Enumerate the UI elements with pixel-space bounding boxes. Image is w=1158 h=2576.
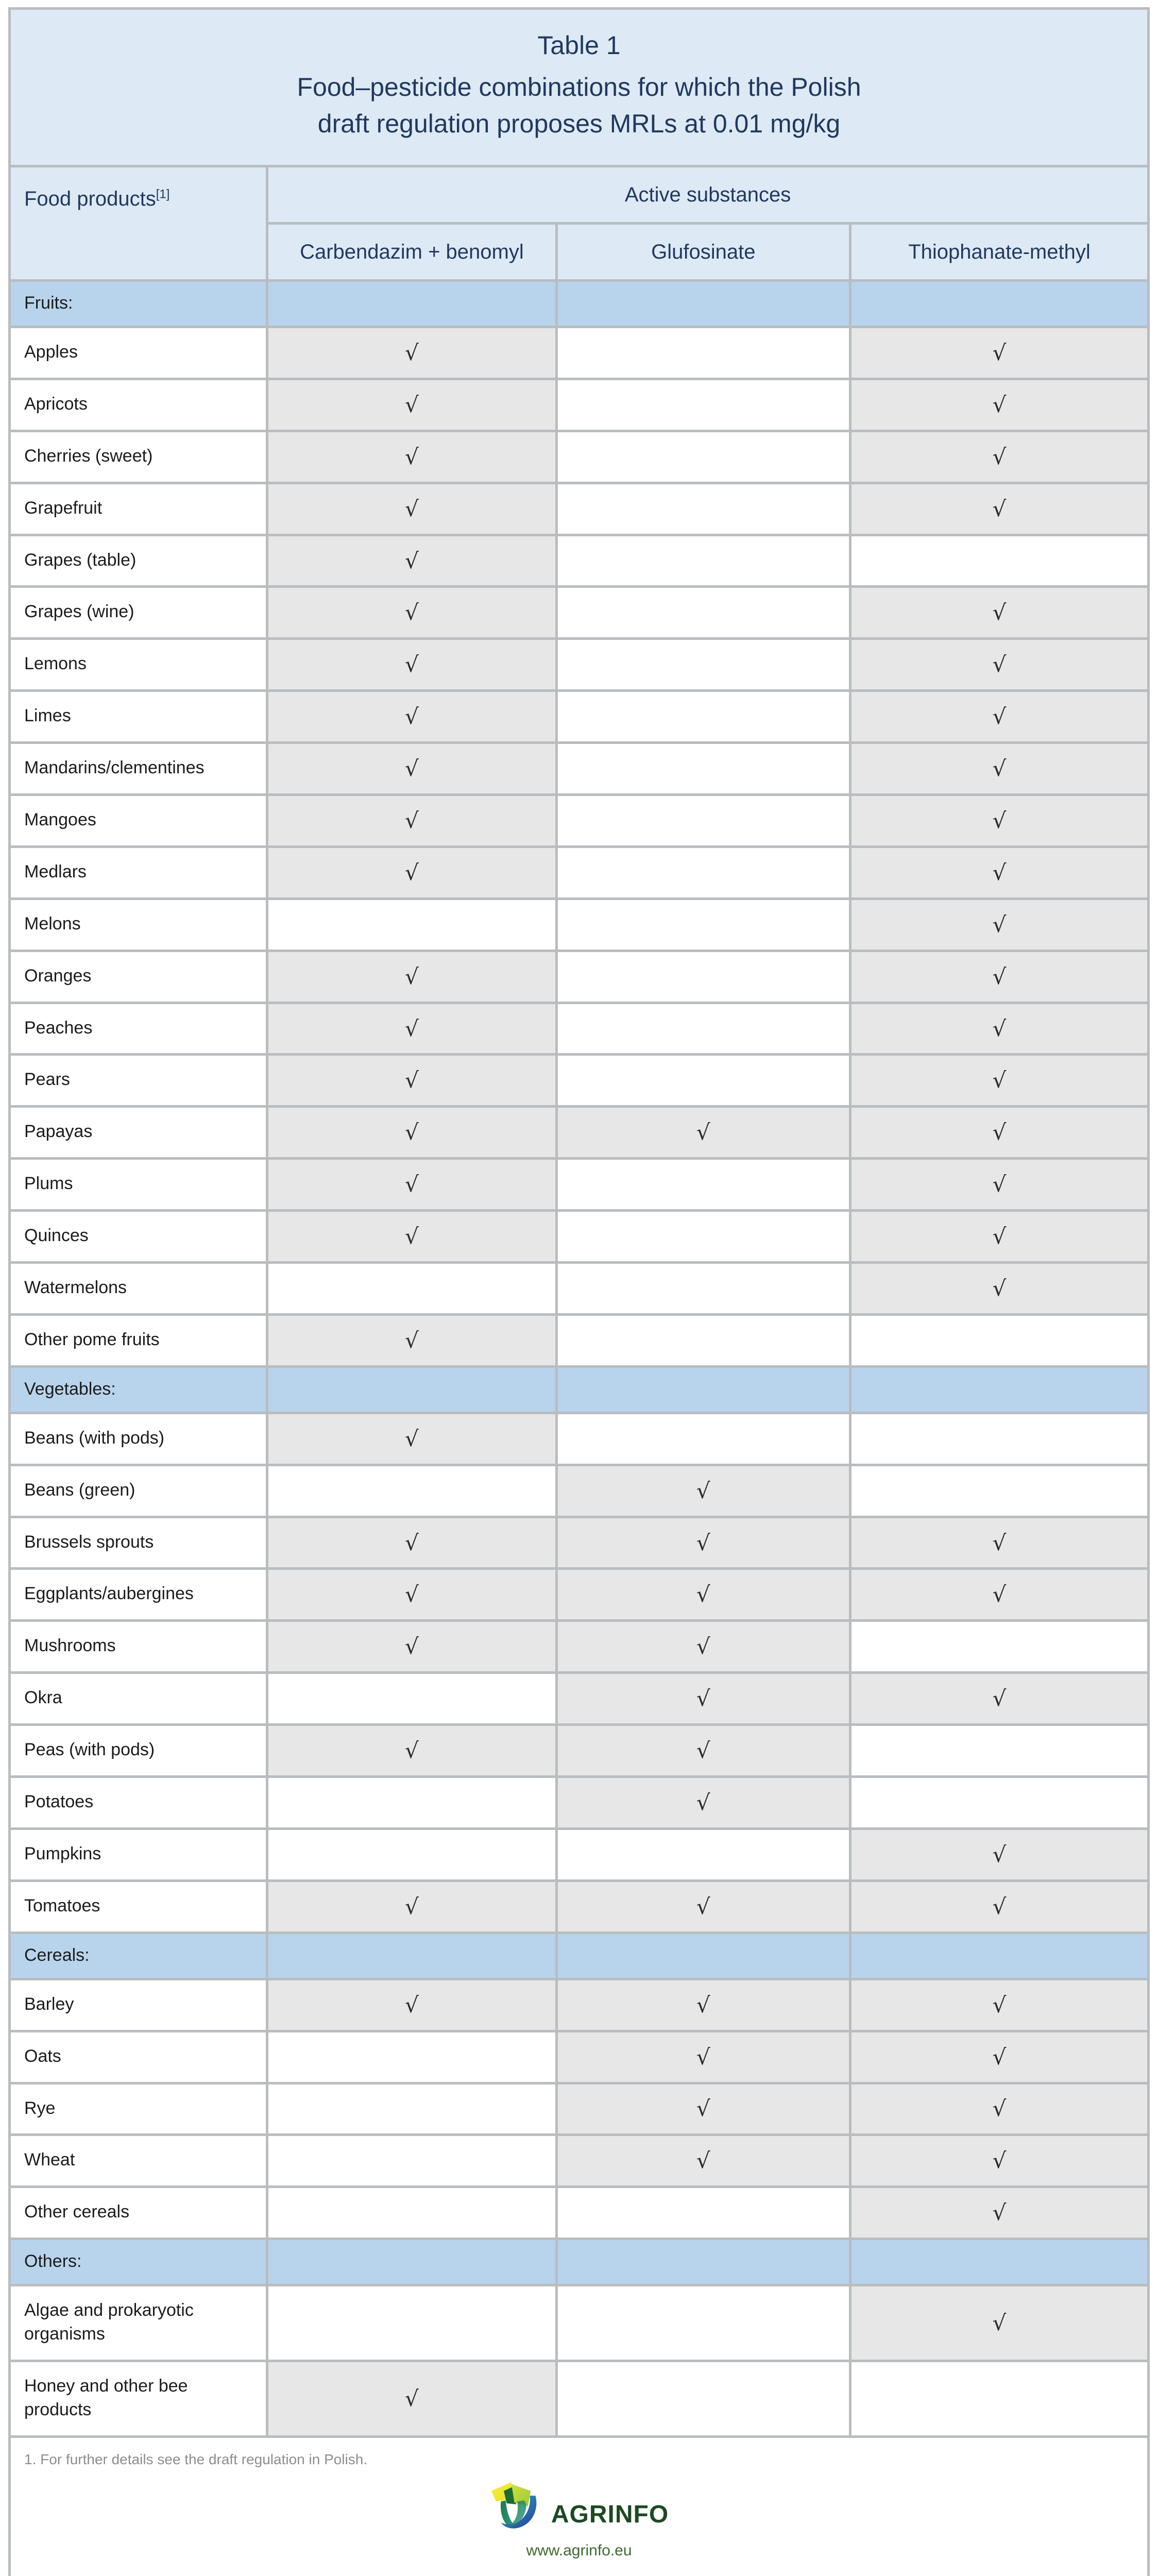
check-icon: √ xyxy=(405,392,419,417)
row-label: Eggplants/aubergines xyxy=(11,1570,266,1619)
table-row xyxy=(11,1212,1147,1261)
row-label: Peaches xyxy=(11,1004,266,1054)
mark-cell[interactable] xyxy=(558,2188,849,2238)
check-icon: √ xyxy=(992,1992,1007,2018)
mark-cell[interactable] xyxy=(268,1414,555,1464)
check-icon: √ xyxy=(696,2148,710,2174)
footnote-marker: [1] xyxy=(156,187,170,201)
check-icon: √ xyxy=(405,1120,419,1145)
table-row xyxy=(11,1778,1147,1827)
row-label: Cherries (sweet) xyxy=(11,432,266,482)
header-row-top xyxy=(11,167,1147,222)
table-row xyxy=(11,432,1147,482)
check-icon: √ xyxy=(405,1015,419,1041)
mark-cell[interactable] xyxy=(268,1264,555,1313)
table-row xyxy=(11,1980,1147,2030)
check-icon: √ xyxy=(405,1893,419,1919)
check-icon: √ xyxy=(405,2385,419,2411)
mark-cell[interactable] xyxy=(558,1160,849,1209)
row-label: Watermelons xyxy=(11,1264,266,1313)
mark-cell[interactable] xyxy=(268,640,555,689)
table-row xyxy=(11,692,1147,741)
table-row xyxy=(11,848,1147,897)
table-row xyxy=(11,1004,1147,1054)
mark-cell[interactable] xyxy=(852,588,1147,637)
row-label: Okra xyxy=(11,1674,266,1723)
row-label: Grapes (wine) xyxy=(11,588,266,637)
row-label: Barley xyxy=(11,1980,266,2030)
check-icon: √ xyxy=(992,704,1007,730)
mark-cell[interactable] xyxy=(852,1980,1147,2030)
table-title xyxy=(11,10,1147,165)
table-row xyxy=(11,1466,1147,1516)
check-icon: √ xyxy=(405,807,419,833)
check-icon: √ xyxy=(992,1582,1007,1607)
mark-cell[interactable] xyxy=(852,1108,1147,1157)
mark-cell[interactable] xyxy=(852,328,1147,378)
mark-cell[interactable] xyxy=(558,1212,849,1261)
mark-cell[interactable] xyxy=(558,588,849,637)
mrl-table xyxy=(8,7,1150,2576)
check-icon: √ xyxy=(992,1530,1007,1555)
check-icon: √ xyxy=(405,548,419,573)
mark-cell[interactable] xyxy=(268,1108,555,1157)
row-label: Papayas xyxy=(11,1108,266,1157)
mark-cell[interactable] xyxy=(852,536,1147,586)
check-icon: √ xyxy=(992,807,1007,833)
table-row xyxy=(11,900,1147,950)
mark-cell[interactable] xyxy=(852,900,1147,950)
mark-cell[interactable] xyxy=(852,2188,1147,2238)
check-icon: √ xyxy=(992,444,1007,469)
header-food-products-label: Food products xyxy=(24,188,156,210)
mark-cell[interactable] xyxy=(558,1056,849,1105)
row-label: Apricots xyxy=(11,380,266,430)
mark-cell[interactable] xyxy=(558,848,849,897)
mark-cell[interactable] xyxy=(558,1466,849,1516)
table-row xyxy=(11,1414,1147,1464)
mark-cell[interactable] xyxy=(852,692,1147,741)
check-icon: √ xyxy=(696,1478,710,1503)
agrinfo-wordmark: AGRINFO xyxy=(551,2500,669,2528)
row-label: Honey and other bee products xyxy=(11,2362,266,2435)
row-label: Rye xyxy=(11,2084,266,2134)
section-title: Others: xyxy=(11,2240,266,2284)
row-label: Apples xyxy=(11,328,266,378)
section-spacer xyxy=(558,1368,849,1412)
mark-cell[interactable] xyxy=(558,1674,849,1723)
section-title: Cereals: xyxy=(11,1934,266,1978)
section-spacer xyxy=(852,1934,1147,1978)
check-icon: √ xyxy=(992,1172,1007,1197)
check-icon: √ xyxy=(405,756,419,782)
mark-cell[interactable] xyxy=(268,1622,555,1671)
mark-cell[interactable] xyxy=(852,1160,1147,1209)
mark-cell[interactable] xyxy=(558,2084,849,2134)
table-row xyxy=(11,1518,1147,1568)
mark-cell[interactable] xyxy=(558,432,849,482)
row-label: Grapes (table) xyxy=(11,536,266,586)
mark-cell[interactable] xyxy=(852,848,1147,897)
mark-cell[interactable] xyxy=(558,1004,849,1054)
check-icon: √ xyxy=(992,859,1007,885)
mark-cell[interactable] xyxy=(268,380,555,430)
mark-cell[interactable] xyxy=(268,1980,555,2030)
check-icon: √ xyxy=(696,2096,710,2122)
table-row xyxy=(11,744,1147,793)
section-spacer xyxy=(268,2240,555,2284)
check-icon: √ xyxy=(405,963,419,989)
mark-cell[interactable] xyxy=(852,1726,1147,1775)
table-row xyxy=(11,796,1147,845)
row-label: Peas (with pods) xyxy=(11,1726,266,1775)
check-icon: √ xyxy=(992,2310,1007,2336)
mark-cell[interactable] xyxy=(852,2286,1147,2360)
header-food-products xyxy=(11,167,266,279)
mark-cell[interactable] xyxy=(558,744,849,793)
mark-cell[interactable] xyxy=(558,640,849,689)
check-icon: √ xyxy=(992,1120,1007,1145)
mark-cell[interactable] xyxy=(558,1778,849,1827)
agrinfo-logo-icon xyxy=(489,2475,547,2532)
mark-cell[interactable] xyxy=(268,2084,555,2134)
title-line-1: Table 1 xyxy=(537,31,621,60)
title-row xyxy=(11,10,1147,165)
check-icon: √ xyxy=(992,600,1007,625)
check-icon: √ xyxy=(405,600,419,625)
row-label: Oranges xyxy=(11,952,266,1002)
header-active-substances: Active substances xyxy=(268,167,1147,222)
check-icon: √ xyxy=(992,652,1007,677)
mark-cell[interactable] xyxy=(268,432,555,482)
row-label: Wheat xyxy=(11,2136,266,2185)
mark-cell[interactable] xyxy=(852,1518,1147,1568)
mark-cell[interactable] xyxy=(558,796,849,845)
mark-cell[interactable] xyxy=(558,1726,849,1775)
table-row xyxy=(11,1882,1147,1931)
mark-cell[interactable] xyxy=(268,744,555,793)
mark-cell[interactable] xyxy=(852,1674,1147,1723)
check-icon: √ xyxy=(992,340,1007,365)
row-label: Mushrooms xyxy=(11,1622,266,1671)
row-label: Pumpkins xyxy=(11,1830,266,1879)
mark-cell[interactable] xyxy=(268,1160,555,1209)
check-icon: √ xyxy=(405,1530,419,1555)
mark-cell[interactable] xyxy=(268,1316,555,1365)
mark-cell[interactable] xyxy=(558,952,849,1002)
check-icon: √ xyxy=(992,1224,1007,1249)
table-row xyxy=(11,1830,1147,1879)
check-icon: √ xyxy=(696,1686,710,1711)
mark-cell[interactable] xyxy=(558,2032,849,2082)
mark-cell[interactable] xyxy=(558,1518,849,1568)
mark-cell[interactable] xyxy=(852,640,1147,689)
mark-cell[interactable] xyxy=(558,1882,849,1931)
footnote-cell xyxy=(11,2438,1147,2576)
section-title: Fruits: xyxy=(11,282,266,326)
mark-cell[interactable] xyxy=(852,1212,1147,1261)
logo-block xyxy=(24,2469,1134,2573)
section-header-row xyxy=(11,1368,1147,1412)
mark-cell[interactable] xyxy=(558,2286,849,2360)
row-label: Mangoes xyxy=(11,796,266,845)
section-header-row xyxy=(11,282,1147,326)
mark-cell[interactable] xyxy=(268,2286,555,2360)
row-label: Plums xyxy=(11,1160,266,1209)
check-icon: √ xyxy=(405,1582,419,1607)
check-icon: √ xyxy=(992,2096,1007,2122)
table-row xyxy=(11,640,1147,689)
mark-cell[interactable] xyxy=(268,848,555,897)
table-row xyxy=(11,328,1147,378)
section-spacer xyxy=(558,2240,849,2284)
mark-cell[interactable] xyxy=(852,952,1147,1002)
check-icon: √ xyxy=(992,2200,1007,2226)
row-label: Brussels sprouts xyxy=(11,1518,266,1568)
section-spacer xyxy=(852,2240,1147,2284)
check-icon: √ xyxy=(405,1738,419,1764)
footnote-row xyxy=(11,2438,1147,2576)
table-row xyxy=(11,2136,1147,2185)
check-icon: √ xyxy=(992,392,1007,417)
mark-cell[interactable] xyxy=(268,1726,555,1775)
mark-cell[interactable] xyxy=(268,588,555,637)
logo-row xyxy=(489,2475,669,2532)
mark-cell[interactable] xyxy=(268,1674,555,1723)
table-row xyxy=(11,2084,1147,2134)
table-row xyxy=(11,2286,1147,2360)
table-row xyxy=(11,536,1147,586)
check-icon: √ xyxy=(405,496,419,521)
check-icon: √ xyxy=(696,1530,710,1555)
table-row xyxy=(11,380,1147,430)
check-icon: √ xyxy=(405,1992,419,2018)
mark-cell[interactable] xyxy=(268,328,555,378)
section-spacer xyxy=(852,282,1147,326)
check-icon: √ xyxy=(992,2044,1007,2070)
row-label: Other cereals xyxy=(11,2188,266,2238)
check-icon: √ xyxy=(405,340,419,365)
mark-cell[interactable] xyxy=(558,536,849,586)
mark-cell[interactable] xyxy=(268,484,555,534)
mark-cell[interactable] xyxy=(558,380,849,430)
mark-cell[interactable] xyxy=(268,1466,555,1516)
row-label: Algae and prokaryotic organisms xyxy=(11,2286,266,2360)
mark-cell[interactable] xyxy=(852,1622,1147,1671)
mark-cell[interactable] xyxy=(268,952,555,1002)
section-spacer xyxy=(558,1934,849,1978)
check-icon: √ xyxy=(696,1634,710,1659)
mark-cell[interactable] xyxy=(852,432,1147,482)
mark-cell[interactable] xyxy=(852,2362,1147,2435)
mark-cell[interactable] xyxy=(558,1264,849,1313)
check-icon: √ xyxy=(696,1582,710,1607)
check-icon: √ xyxy=(405,652,419,677)
row-label: Tomatoes xyxy=(11,1882,266,1931)
table-row xyxy=(11,1622,1147,1671)
mark-cell[interactable] xyxy=(852,2084,1147,2134)
mark-cell[interactable] xyxy=(268,2362,555,2435)
mark-cell[interactable] xyxy=(558,900,849,950)
mark-cell[interactable] xyxy=(558,328,849,378)
table-row xyxy=(11,1674,1147,1723)
row-label: Medlars xyxy=(11,848,266,897)
mark-cell[interactable] xyxy=(268,2188,555,2238)
mark-cell[interactable] xyxy=(268,796,555,845)
header-col-thiophanate-methyl: Thiophanate-methyl xyxy=(852,225,1147,279)
check-icon: √ xyxy=(405,1224,419,1249)
check-icon: √ xyxy=(405,1327,419,1353)
mark-cell[interactable] xyxy=(268,1830,555,1879)
table-row xyxy=(11,952,1147,1002)
mark-cell[interactable] xyxy=(558,2136,849,2185)
mark-cell[interactable] xyxy=(558,1108,849,1157)
mark-cell[interactable] xyxy=(558,1980,849,2030)
check-icon: √ xyxy=(992,756,1007,782)
check-icon: √ xyxy=(992,1686,1007,1711)
row-label: Oats xyxy=(11,2032,266,2082)
mark-cell[interactable] xyxy=(852,1264,1147,1313)
table-row xyxy=(11,484,1147,534)
section-title: Vegetables: xyxy=(11,1368,266,1412)
row-label: Limes xyxy=(11,692,266,741)
mark-cell[interactable] xyxy=(852,380,1147,430)
check-icon: √ xyxy=(696,1893,710,1919)
mark-cell[interactable] xyxy=(268,900,555,950)
row-label: Quinces xyxy=(11,1212,266,1261)
check-icon: √ xyxy=(992,1015,1007,1041)
table-row xyxy=(11,2188,1147,2238)
mark-cell[interactable] xyxy=(852,1466,1147,1516)
check-icon: √ xyxy=(405,859,419,885)
check-icon: √ xyxy=(405,704,419,730)
mark-cell[interactable] xyxy=(268,2136,555,2185)
check-icon: √ xyxy=(992,963,1007,989)
mark-cell[interactable] xyxy=(852,744,1147,793)
mark-cell[interactable] xyxy=(268,1778,555,1827)
mark-cell[interactable] xyxy=(852,1004,1147,1054)
mark-cell[interactable] xyxy=(268,1004,555,1054)
check-icon: √ xyxy=(696,2044,710,2070)
row-label: Beans (with pods) xyxy=(11,1414,266,1464)
check-icon: √ xyxy=(696,1738,710,1764)
agrinfo-url: www.agrinfo.eu xyxy=(526,2541,632,2559)
table-row xyxy=(11,1316,1147,1365)
row-label: Lemons xyxy=(11,640,266,689)
row-label: Potatoes xyxy=(11,1778,266,1827)
mark-cell[interactable] xyxy=(852,796,1147,845)
section-header-row xyxy=(11,1934,1147,1978)
row-label: Grapefruit xyxy=(11,484,266,534)
check-icon: √ xyxy=(992,911,1007,937)
mark-cell[interactable] xyxy=(558,1570,849,1619)
mark-cell[interactable] xyxy=(558,692,849,741)
mark-cell[interactable] xyxy=(852,1570,1147,1619)
row-label: Other pome fruits xyxy=(11,1316,266,1365)
title-line-2: Food–pesticide combinations for which the Polish xyxy=(297,73,861,101)
row-label: Mandarins/clementines xyxy=(11,744,266,793)
title-line-3: draft regulation proposes MRLs at 0.01 mg/kg xyxy=(317,109,841,138)
section-spacer xyxy=(268,1368,555,1412)
check-icon: √ xyxy=(992,1067,1007,1093)
header-col-carbendazim-benomyl: Carbendazim + benomyl xyxy=(268,225,555,279)
check-icon: √ xyxy=(405,444,419,469)
table-row xyxy=(11,2362,1147,2435)
mark-cell[interactable] xyxy=(558,2362,849,2435)
mark-cell[interactable] xyxy=(558,484,849,534)
table-row xyxy=(11,2032,1147,2082)
mark-cell[interactable] xyxy=(268,1518,555,1568)
check-icon: √ xyxy=(992,1893,1007,1919)
section-spacer xyxy=(558,282,849,326)
check-icon: √ xyxy=(696,1120,710,1145)
mark-cell[interactable] xyxy=(852,484,1147,534)
mark-cell[interactable] xyxy=(852,2136,1147,2185)
check-icon: √ xyxy=(405,1634,419,1659)
section-spacer xyxy=(852,1368,1147,1412)
section-header-row xyxy=(11,2240,1147,2284)
mark-cell[interactable] xyxy=(558,1414,849,1464)
footnote-text: 1. For further details see the draft regulation in Polish. xyxy=(24,2451,368,2467)
mark-cell[interactable] xyxy=(268,1056,555,1105)
check-icon: √ xyxy=(992,2148,1007,2174)
table-row xyxy=(11,588,1147,637)
check-icon: √ xyxy=(992,496,1007,521)
table-row xyxy=(11,1726,1147,1775)
check-icon: √ xyxy=(405,1426,419,1451)
mark-cell[interactable] xyxy=(268,2032,555,2082)
mark-cell[interactable] xyxy=(558,1830,849,1879)
mark-cell[interactable] xyxy=(268,1570,555,1619)
check-icon: √ xyxy=(992,1275,1007,1301)
check-icon: √ xyxy=(696,1992,710,2018)
table-row xyxy=(11,1570,1147,1619)
mark-cell[interactable] xyxy=(268,1882,555,1931)
check-icon: √ xyxy=(405,1172,419,1197)
section-spacer xyxy=(268,282,555,326)
mark-cell[interactable] xyxy=(558,1622,849,1671)
mark-cell[interactable] xyxy=(852,1414,1147,1464)
table-row xyxy=(11,1056,1147,1105)
table-row xyxy=(11,1160,1147,1209)
mark-cell[interactable] xyxy=(558,1316,849,1365)
mark-cell[interactable] xyxy=(852,1056,1147,1105)
mark-cell[interactable] xyxy=(268,1212,555,1261)
mark-cell[interactable] xyxy=(852,2032,1147,2082)
check-icon: √ xyxy=(405,1067,419,1093)
mark-cell[interactable] xyxy=(852,1316,1147,1365)
header-col-glufosinate: Glufosinate xyxy=(558,225,849,279)
mark-cell[interactable] xyxy=(268,692,555,741)
table-row xyxy=(11,1108,1147,1157)
row-label: Pears xyxy=(11,1056,266,1105)
mark-cell[interactable] xyxy=(268,536,555,586)
row-label: Melons xyxy=(11,900,266,950)
table-row xyxy=(11,1264,1147,1313)
section-spacer xyxy=(268,1934,555,1978)
mark-cell[interactable] xyxy=(852,1882,1147,1931)
row-label: Beans (green) xyxy=(11,1466,266,1516)
check-icon: √ xyxy=(992,1841,1007,1867)
check-icon: √ xyxy=(696,1789,710,1815)
mark-cell[interactable] xyxy=(852,1830,1147,1879)
mark-cell[interactable] xyxy=(852,1778,1147,1827)
